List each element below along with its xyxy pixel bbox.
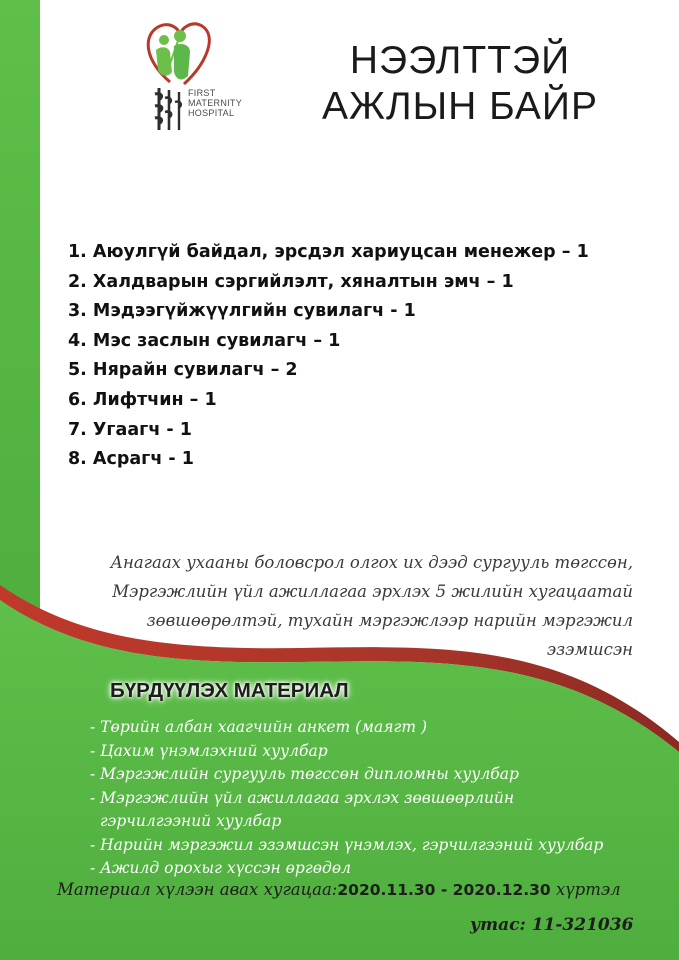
materials-heading: БҮРДҮҮЛЭХ МАТЕРИАЛ: [110, 679, 349, 702]
deadline-label: Материал хүлээн авах хугацаа:: [57, 880, 338, 899]
position-item: 1. Аюулгүй байдал, эрсдэл хариуцсан менежер – 1: [68, 242, 589, 262]
title-line-2: АЖЛЫН БАЙР: [322, 85, 598, 128]
position-item: 3. Мэдээгүйжүүлгийн сувилагч - 1: [68, 301, 416, 322]
requirements-text: [90, 548, 633, 664]
logo-text: [188, 88, 242, 118]
requirement-line: Мэргэжлийн үйл ажиллагаа эрхлэх 5 жилийн хугацаатай: [112, 582, 633, 601]
material-item: - Төрийн албан хаагчийн анкет (маягт ): [90, 718, 428, 736]
position-item: 5. Нярайн сувилагч – 2: [68, 360, 298, 381]
deadline-line: [57, 880, 621, 900]
logo-line-1: FIRST: [188, 88, 216, 98]
left-green-band: [0, 0, 40, 620]
material-item: - Мэргэжлийн сургууль төгссөн дипломны хуулбар: [90, 765, 519, 783]
requirement-line: зөвшөөрөлтэй, тухайн мэргэжлээр нарийн мэргэжил: [146, 611, 633, 630]
deadline-dates: 2020.11.30 - 2020.12.30: [337, 881, 551, 899]
deadline-suffix: хүртэл: [550, 880, 621, 899]
requirement-line: Анагаах ухааны боловсрол олгох их дээд сургууль төгссөн,: [110, 553, 633, 572]
position-item: 6. Лифтчин – 1: [68, 389, 217, 410]
material-item: - Цахим үнэмлэхний хуулбар: [90, 741, 328, 760]
title-line-1: НЭЭЛТТЭЙ: [349, 39, 571, 82]
material-item: - Ажилд орохыг хүссэн өргөдөл: [90, 859, 352, 877]
material-item: - Мэргэжлийн үйл ажиллагаа эрхлэх зөвшөөрлийн: [90, 788, 515, 807]
requirement-line: эзэмшсэн: [546, 640, 633, 659]
material-item: - Нарийн мэргэжил эзэмшсэн үнэмлэх, гэрчилгээний хуулбар: [90, 835, 604, 854]
logo-line-2: MATERNITY: [188, 98, 243, 108]
material-item: гэрчилгээний хуулбар: [90, 812, 282, 830]
position-item: 4. Мэс заслын сувилагч – 1: [68, 330, 341, 351]
position-item: 8. Асрагч - 1: [68, 449, 194, 470]
phone-number: утас: 11-321036: [470, 915, 634, 935]
page-title: [290, 38, 630, 130]
position-item: 2. Халдварын сэргийлэлт, хяналтын эмч – 1: [68, 271, 514, 292]
logo-line-3: HOSPITAL: [188, 108, 235, 118]
position-item: 7. Угаагч - 1: [68, 419, 192, 440]
materials-list: [90, 716, 603, 881]
position-list: [68, 238, 589, 475]
